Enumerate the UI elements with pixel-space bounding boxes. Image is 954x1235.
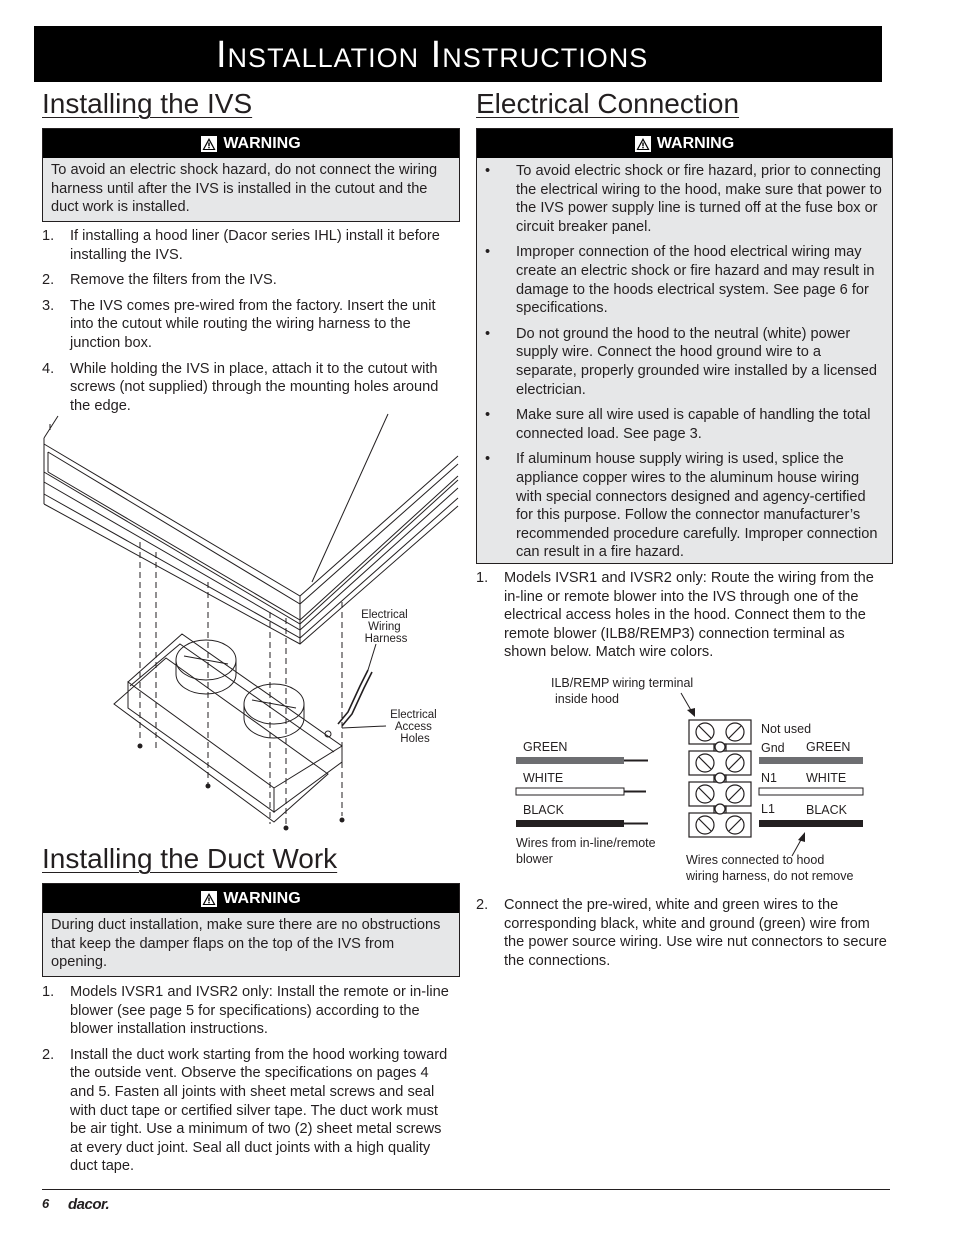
warning-triangle-icon [635,136,651,152]
warning-bullets [477,158,892,571]
list-item: • Improper connection of the hood electrical wiring may create an electric shock or fire hazard and may result in damage to the hoods electrical system. See page 6 for specifications. [485,244,875,317]
page-title: Installation Instructions [216,34,649,76]
footer-rule [42,1189,890,1190]
warning-label: WARNING [656,134,735,152]
warning-text: To avoid an electric shock hazard, do not connect the wiring harness until after the IVS is installed in the cutout and the duct work is installed. [51,162,438,216]
list-item: • To avoid electric shock or fire hazard, prior to connecting the electrical wiring to the hood, make sure that power to the IVS power supply line is turned off at the fuse box or circuit breaker panel. [485,163,882,235]
list-item: • If aluminum house supply wiring is used, splice the appliance copper wires to the aluminum house wiring with special connectors designed and agency-certified for this purpose. Follow the connector manufacturer’s recommended procedure carefully. Improper connection can result in a fire hazard. [485,451,878,561]
section-title-duct-work: Installing the Duct Work [42,843,338,874]
list-item: • Do not ground the hood to the neutral (white) power supply wire. Connect the hood ground wire to a separate, properly grounded wire installed by a licensed electrician. [485,325,878,398]
label-electrical-access-holes: Electrical Access Holes [390,709,437,745]
terminal-label-gnd: Gnd [761,741,785,755]
list-item: 1. If installing a hood liner (Dacor series IHL) install it before installing the IVS. [42,228,440,263]
warning-label: WARNING [223,134,301,152]
warning-header [477,129,892,158]
terminal-label-n1: N1 [761,771,777,785]
label-electrical-wiring-harness: Electrical Wiring Harness [361,609,408,645]
page-number: 6 [42,1196,50,1211]
list-item: 4. While holding the IVS in place, attach it to the cutout with screws (not supplied) through the mounting holes around the edge. [42,360,439,414]
title-banner [34,26,882,82]
wire-label-black-right: BLACK [806,803,847,817]
duct-steps-list [42,983,456,1183]
ivs-installation-figure [42,412,460,838]
label-terminal: ILB/REMP wiring terminal inside hood [551,676,694,706]
terminal-label-not-used: Not used [761,722,812,736]
terminal-block [689,720,751,837]
list-item: 2. Remove the filters from the IVS. [42,272,277,289]
ivs-steps-list [42,227,454,422]
warning-box-electrical [476,128,893,564]
warning-text: During duct installation, make sure there are no obstructions that keep the damper flaps on the top of the IVS from opening. [51,917,441,971]
wire-label-green-right: GREEN [806,740,851,754]
wire-label-green-left: GREEN [523,740,568,754]
list-item: 1. Models IVSR1 and IVSR2 only: Install the remote or in-line blower (see page 5 for specifications) according to the blower installation instructions. [42,984,449,1038]
wire-label-white-right: WHITE [806,771,847,785]
dacor-logo: dacor. [68,1196,110,1213]
wire-label-black-left: BLACK [523,803,564,817]
right-caption: Wires connected to hood wiring harness, do not remove [686,853,854,883]
electrical-steps-list-1 [476,569,888,669]
list-item: 2. Connect the pre-wired, white and green wires to the corresponding black, white and ground (green) wire from the power source wiring. Use wire nut connectors to secure the connections. [476,897,887,969]
electrical-steps-list-2 [476,896,888,977]
list-item: • Make sure all wire used is capable of handling the total connected load. See page 3. [485,407,871,442]
section-title-electrical-connection: Electrical Connection [476,88,740,119]
wire-label-white-left: WHITE [523,771,564,785]
list-item: 2. Install the duct work starting from the hood working toward the outside vent. Observe the specifications on pages 4 and 5. Fasten all joints with sheet metal screws and seal with duct tape or certified silver tape. The duct work must be air tight. Use a minimum of two (2) sheet metal screws at every duct joint. Seal all duct joints with a high quality duct tape. [42,1046,448,1175]
warning-triangle-icon [201,136,217,152]
warning-box-ivs [42,128,460,222]
warning-triangle-icon [201,891,217,907]
list-item: 3. The IVS comes pre-wired from the factory. Insert the unit into the cutout while routing the wiring harness to the junction box. [42,297,436,351]
warning-header [43,129,459,158]
left-caption: Wires from in-line/remote blower [516,836,656,866]
warning-label: WARNING [223,889,301,907]
section-title-installing-ivs: Installing the IVS [42,88,253,119]
terminal-label-l1: L1 [761,802,775,816]
warning-header [43,884,459,913]
wiring-diagram [476,670,894,890]
list-item: 1. Models IVSR1 and IVSR2 only: Route the wiring from the in-line or remote blower into the IVS through one of the electrical access holes in the hood. Connect them to the remote blower (ILB8/REMP3) connection terminal as shown below. Match wire colors. [476,570,874,661]
warning-box-duct [42,883,460,977]
